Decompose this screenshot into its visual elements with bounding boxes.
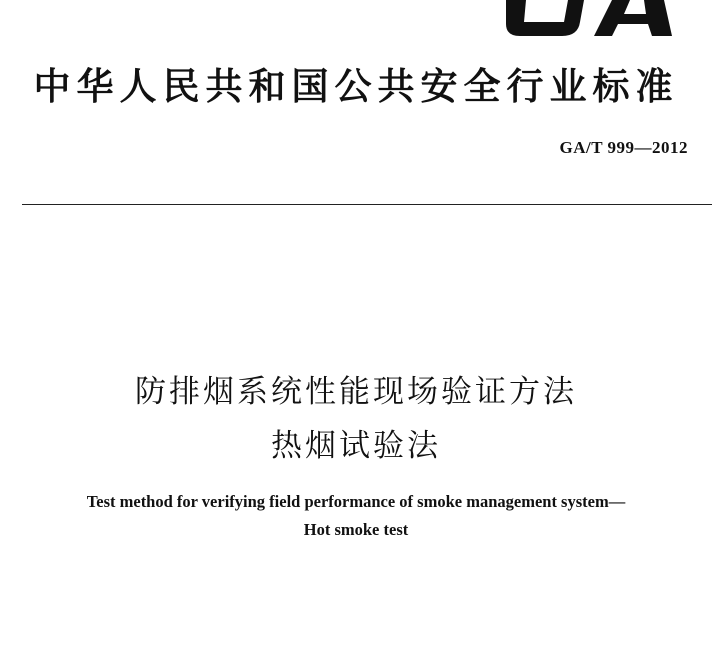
ga-logo bbox=[498, 0, 688, 36]
document-title-zh-line1: 防排烟系统性能现场验证方法 bbox=[135, 374, 577, 410]
document-title-zh-line2: 热烟试验法 bbox=[271, 428, 441, 464]
header-divider bbox=[22, 204, 712, 205]
standard-category-title: 中华人民共和国公共安全行业标准 bbox=[33, 65, 679, 108]
document-title-en-line1: Test method for verifying field performance of smoke management system— bbox=[86, 492, 626, 511]
standard-code: GA/T 999—2012 bbox=[559, 138, 688, 157]
ga-logo-letter-a bbox=[594, 0, 672, 36]
document-title-en-line2: Hot smoke test bbox=[303, 520, 409, 539]
ga-logo-letter-g bbox=[506, 0, 584, 36]
